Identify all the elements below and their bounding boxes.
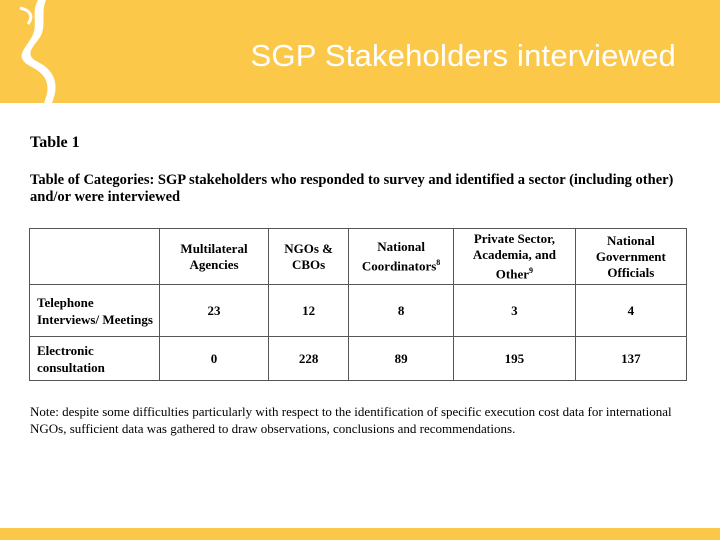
table-cell: 12 xyxy=(269,285,349,337)
table-header-row xyxy=(30,229,687,285)
table-label: Table 1 xyxy=(30,134,80,151)
table-cell: 0 xyxy=(159,337,268,381)
table-cell: 195 xyxy=(454,337,576,381)
row-label: Electronic consultation xyxy=(30,337,160,381)
table-header-cell: Multilateral Agencies xyxy=(159,229,268,285)
footer-bar xyxy=(0,528,720,540)
table-cell: 23 xyxy=(159,285,268,337)
table-cell: 3 xyxy=(454,285,576,337)
table-header-cell: National Coordinators$^8$ xyxy=(349,229,454,285)
table-row xyxy=(30,285,687,337)
table-cell: 228 xyxy=(269,337,349,381)
table-cell: 89 xyxy=(349,337,454,381)
table-cell: 4 xyxy=(575,285,686,337)
table-cell: 8 xyxy=(349,285,454,337)
categories-table xyxy=(29,228,687,381)
table-header-cell xyxy=(30,229,160,285)
table-row xyxy=(30,337,687,381)
table-header-cell: National Government Officials xyxy=(575,229,686,285)
swirl-logo-icon xyxy=(0,0,90,103)
table-caption: Table of Categories: SGP stakeholders who responded to survey and identified a sector (including other) and/or were interviewed xyxy=(30,172,674,205)
table-header-cell: Private Sector, Academia, and Other$^9$ xyxy=(454,229,576,285)
header-banner xyxy=(0,0,720,103)
footnote: Note: despite some difficulties particularly with respect to the identification of specific execution cost data for international NGOs, sufficient data was gathered to draw observations, conclusions and recommendations. xyxy=(30,404,672,436)
row-label: Telephone Interviews/ Meetings xyxy=(30,285,160,337)
slide-title: SGP Stakeholders interviewed xyxy=(250,38,676,73)
table-header-cell: NGOs & CBOs xyxy=(269,229,349,285)
table-cell: 137 xyxy=(575,337,686,381)
